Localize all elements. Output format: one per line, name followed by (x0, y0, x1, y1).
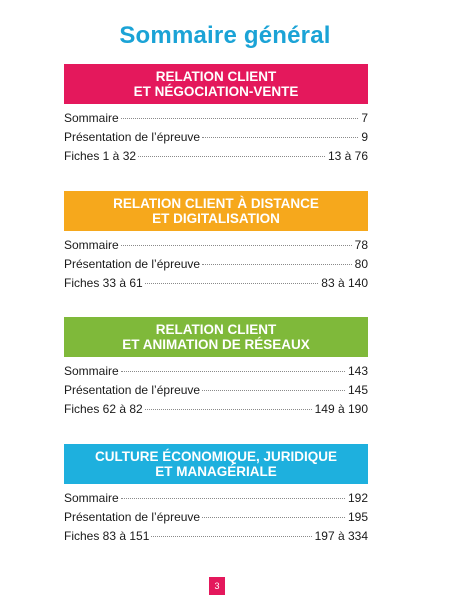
page-number-badge: 3 (209, 577, 225, 595)
toc-entry-sommaire[interactable] (64, 238, 368, 257)
toc-entry-sommaire[interactable] (64, 364, 368, 383)
section-banner (64, 191, 368, 231)
toc-entry-label: Présentation de l’épreuve (64, 510, 201, 524)
dot-leader (121, 245, 352, 246)
section-title-line1: RELATION CLIENT (155, 69, 277, 84)
toc-entry-page: 192 (347, 491, 368, 505)
toc-entry-label: Fiches 62 à 82 (64, 402, 143, 416)
toc-entry-fiches[interactable] (64, 149, 368, 168)
dot-leader (202, 517, 345, 518)
section-title-line2: ET ANIMATION DE RÉSEAUX (122, 337, 310, 352)
toc-entry-fiches[interactable] (64, 402, 368, 421)
section-title-line1: RELATION CLIENT (155, 322, 277, 337)
section-title-line2: ET DIGITALISATION (152, 211, 280, 226)
section-banner (64, 64, 368, 104)
toc-entry-label: Fiches 83 à 151 (64, 529, 150, 543)
dot-leader (121, 371, 345, 372)
dot-leader (121, 498, 345, 499)
toc-entry-page: 7 (361, 111, 368, 125)
section-banner (64, 444, 368, 484)
toc-entry-page: 195 (347, 510, 368, 524)
toc-entry-fiches[interactable] (64, 529, 368, 548)
dot-leader (202, 137, 358, 138)
toc-entries (64, 111, 368, 168)
toc-entry-label: Présentation de l’épreuve (64, 257, 201, 271)
toc-entry-sommaire[interactable] (64, 491, 368, 510)
dot-leader (202, 264, 352, 265)
toc-entry-label: Fiches 33 à 61 (64, 276, 143, 290)
dot-leader (138, 156, 325, 157)
dot-leader (121, 118, 359, 119)
toc-entry-page: 197 à 334 (314, 529, 368, 543)
toc-entry-page: 9 (361, 130, 368, 144)
toc-entry-page: 78 (354, 238, 368, 252)
dot-leader (151, 536, 311, 537)
dot-leader (145, 409, 312, 410)
toc-entry-presentation[interactable] (64, 510, 368, 529)
section-relation-client-distance (64, 191, 368, 295)
section-title-line2: ET NÉGOCIATION-VENTE (133, 84, 299, 99)
dot-leader (145, 283, 319, 284)
toc-entry-page: 145 (347, 383, 368, 397)
toc-entry-label: Présentation de l’épreuve (64, 130, 201, 144)
toc-entry-presentation[interactable] (64, 130, 368, 149)
toc-entry-fiches[interactable] (64, 276, 368, 295)
section-culture-economique (64, 444, 368, 548)
toc-entry-page: 13 à 76 (327, 149, 368, 163)
section-relation-client-negociation (64, 64, 368, 168)
toc-entry-sommaire[interactable] (64, 111, 368, 130)
toc-entries (64, 238, 368, 295)
page-title: Sommaire général (119, 22, 331, 49)
toc-entry-label: Sommaire (64, 491, 119, 505)
section-title-line1: RELATION CLIENT À DISTANCE (113, 196, 319, 211)
toc-entry-label: Présentation de l’épreuve (64, 383, 201, 397)
toc-entry-label: Sommaire (64, 238, 119, 252)
toc-entries (64, 491, 368, 548)
toc-entry-page: 143 (347, 364, 368, 378)
toc-entry-page: 83 à 140 (321, 276, 368, 290)
toc-entry-presentation[interactable] (64, 257, 368, 276)
dot-leader (202, 390, 345, 391)
toc-entries (64, 364, 368, 421)
section-relation-client-reseaux (64, 317, 368, 421)
toc-entry-label: Fiches 1 à 32 (64, 149, 137, 163)
section-banner (64, 317, 368, 357)
toc-entry-label: Sommaire (64, 111, 119, 125)
toc-entry-page: 80 (354, 257, 368, 271)
toc-entry-label: Sommaire (64, 364, 119, 378)
section-title-line2: ET MANAGÉRIALE (155, 464, 277, 479)
section-title-line1: CULTURE ÉCONOMIQUE, JURIDIQUE (94, 449, 337, 464)
toc-entry-presentation[interactable] (64, 383, 368, 402)
toc-entry-page: 149 à 190 (314, 402, 368, 416)
